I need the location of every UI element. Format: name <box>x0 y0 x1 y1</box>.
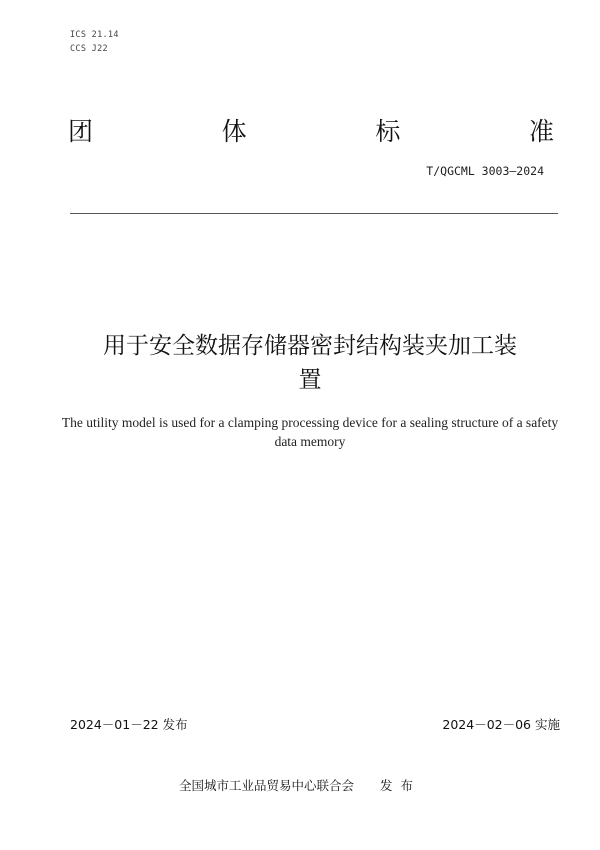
ics-code: ICS 21.14 <box>70 30 119 40</box>
standard-type-char-3: 标 <box>375 117 401 146</box>
publisher-name: 全国城市工业品贸易中心联合会 <box>178 778 354 793</box>
dates-row <box>70 715 560 735</box>
chinese-title <box>60 329 560 397</box>
english-title: The utility model is used for a clamping processing device for a sealing structure of a safety data memory <box>61 415 559 449</box>
issue-label: 发布 <box>380 778 422 793</box>
publish-date: 2024－01－22 发布 <box>70 717 188 732</box>
implementation-date: 2024－02－06 实施 <box>442 717 560 732</box>
ccs-code: CCS J22 <box>70 44 108 54</box>
chinese-title-line-2: 置 <box>298 367 322 393</box>
classification-codes <box>70 28 119 56</box>
header-divider <box>70 213 558 214</box>
standard-type-char-2: 体 <box>221 117 247 146</box>
standard-type-char-1: 团 <box>68 117 94 146</box>
chinese-title-line-1: 用于安全数据存储器密封结构装夹加工装 <box>103 333 517 359</box>
publisher-line <box>0 776 600 794</box>
standard-type-char-4: 准 <box>528 117 554 146</box>
standard-number: T/QGCML 3003—2024 <box>426 164 544 178</box>
standard-type-heading <box>68 114 554 146</box>
